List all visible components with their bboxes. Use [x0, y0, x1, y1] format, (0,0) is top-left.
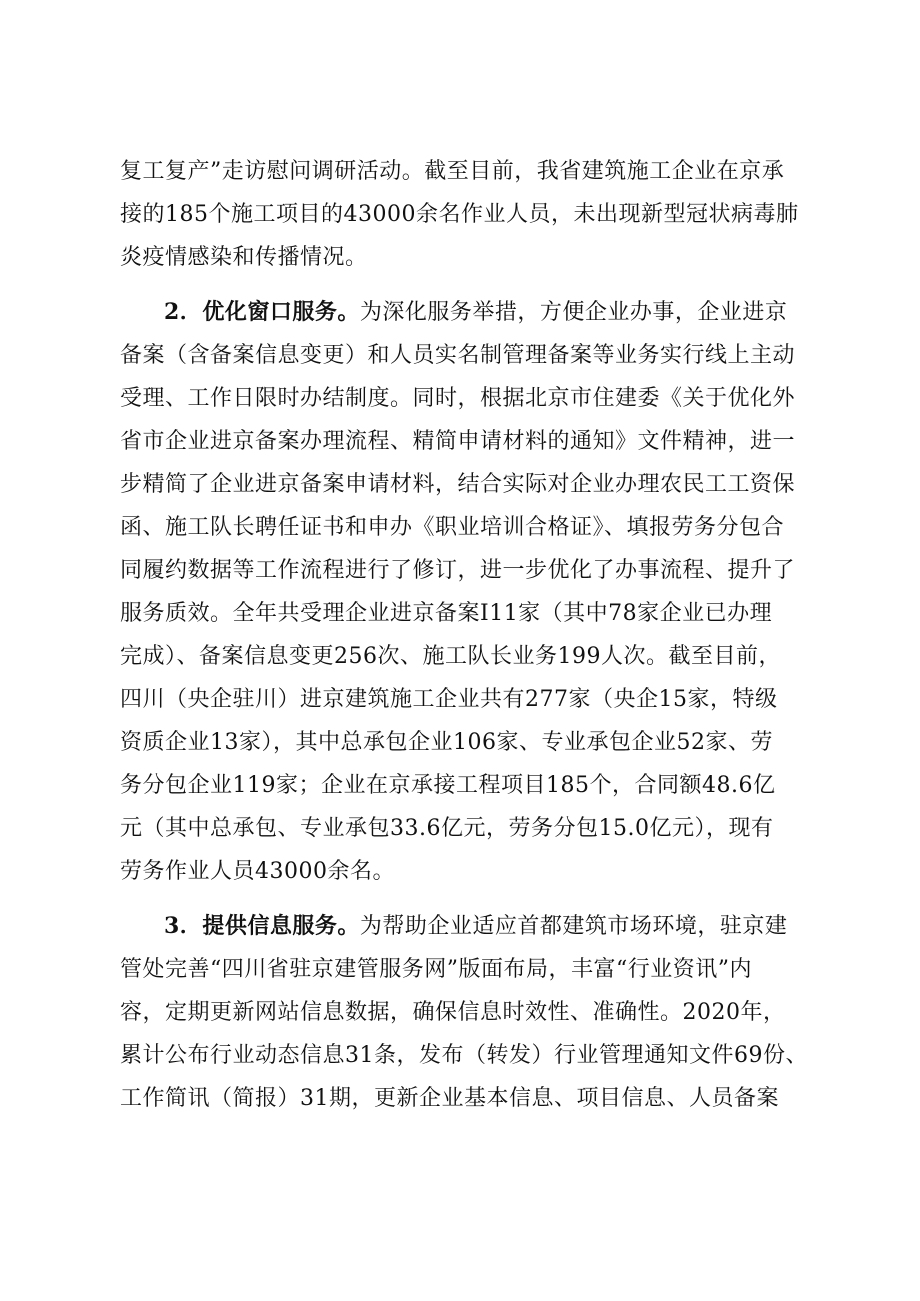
text-line: 容，定期更新网站信息数据，确保信息时效性、准确性。2020年，: [120, 1000, 786, 1025]
text-line: 备案（含备案信息变更）和人员实名制管理备案等业务实行线上主动: [120, 343, 796, 368]
paragraph-3-first-line: [120, 905, 820, 948]
text-line: 省市企业进京备案办理流程、精简申请材料的通知》文件精神，进一: [120, 429, 796, 454]
text-line: 炎疫情感染和传播情况。: [120, 245, 368, 270]
text-line: 累计公布行业动态信息31条，发布（转发）行业管理通知文件69份、: [120, 1043, 808, 1068]
text-line: 同履约数据等工作流程进行了修订，进一步优化了办事流程、提升了: [120, 558, 796, 583]
text-line: 完成）、备案信息变更256次、施工队长业务199人次。截至目前，: [120, 644, 781, 669]
text-line: 受理、工作日限时办结制度。同时，根据北京市住建委《关于优化外: [120, 386, 796, 411]
section-number: 3．: [164, 913, 203, 939]
text-line: 元（其中总承包、专业承包33.6亿元，劳务分包15.0亿元），现有: [120, 816, 774, 841]
text-line: 四川（央企驻川）进京建筑施工企业共有277家（央企15家，特级: [120, 687, 778, 712]
text-line: 接的185个施工项目的43000余名作业人员，未出现新型冠状病毒肺: [120, 202, 799, 227]
text-line: 务分包企业119家；企业在京承接工程项目185个，合同额48.6亿: [120, 773, 776, 798]
text-line: 复工复产”走访慰问调研活动。截至目前，我省建筑施工企业在京承: [120, 159, 785, 184]
paragraph-2-first-line: [120, 291, 820, 334]
text-line: 劳务作业人员43000余名。: [120, 859, 395, 884]
text-line: 工作简讯（简报）31期，更新企业基本信息、项目信息、人员备案: [120, 1086, 779, 1111]
text-run: 为深化服务举措，方便企业办事，企业进京: [359, 300, 788, 325]
text-line: 资质企业13家），其中总承包企业106家、专业承包企业52家、劳: [120, 730, 773, 755]
text-run: 为帮助企业适应首都建筑市场环境，驻京建: [359, 914, 788, 939]
section-heading: 优化窗口服务。: [202, 299, 360, 325]
body-text: [120, 150, 820, 1120]
section-number: 2．: [164, 299, 203, 325]
text-line: 步精简了企业进京备案申请材料，结合实际对企业办理农民工工资保: [120, 472, 796, 497]
text-line: 函、施工队长聘任证书和申办《职业培训合格证》、填报劳务分包合: [120, 515, 785, 540]
text-line: 管处完善“四川省驻京建管服务网”版面布局，丰富“行业资讯”内: [120, 957, 752, 982]
section-heading: 提供信息服务。: [202, 913, 360, 939]
text-line: 服务质效。全年共受理企业进京备案I11家（其中78家企业已办理: [120, 601, 773, 626]
